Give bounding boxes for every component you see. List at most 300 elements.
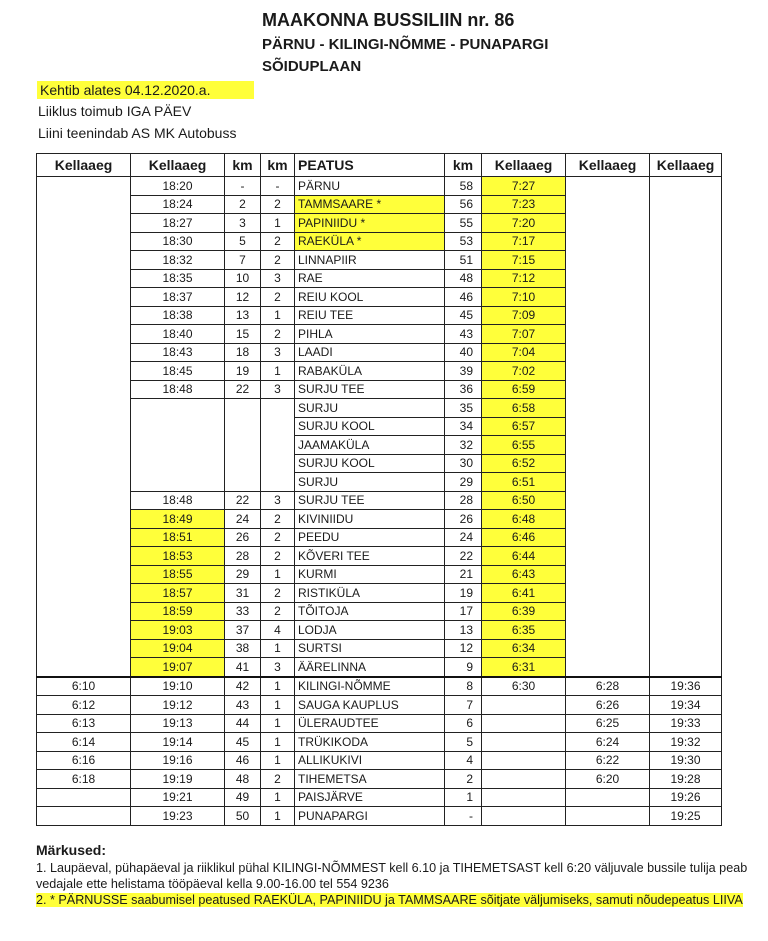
cell-km2: 3 [261,343,295,362]
cell-c7: 6:50 [482,491,566,510]
col-header: Kellaaeg [566,154,650,177]
cell-stop: SAUGA KAUPLUS [295,696,445,715]
cell-c7: 6:31 [482,658,566,677]
cell-c1 [37,195,131,214]
cell-km2 [261,417,295,436]
cell-c1 [37,399,131,418]
cell-km1 [225,417,261,436]
cell-c8 [566,788,650,807]
cell-km2: - [261,177,295,196]
cell-c2: 18:57 [131,584,225,603]
cell-km1: 22 [225,380,261,399]
cell-c1 [37,639,131,658]
cell-c1 [37,807,131,826]
cell-c7 [482,788,566,807]
cell-km3: 29 [445,473,482,492]
cell-km2: 1 [261,565,295,584]
cell-c2: 19:13 [131,714,225,733]
cell-c2: 18:55 [131,565,225,584]
valid-from: Kehtib alates 04.12.2020.a. [37,81,254,99]
cell-km1: 26 [225,528,261,547]
table-row [37,214,722,233]
cell-c9 [650,436,722,455]
cell-stop: PUNAPARGI [295,807,445,826]
cell-c2: 18:48 [131,380,225,399]
cell-c8 [566,288,650,307]
cell-km2: 1 [261,362,295,381]
cell-c1: 6:14 [37,733,131,752]
cell-km1: 7 [225,251,261,270]
cell-c7 [482,714,566,733]
cell-km3: 21 [445,565,482,584]
cell-c8 [566,658,650,677]
cell-km2: 3 [261,491,295,510]
cell-km2: 1 [261,751,295,770]
cell-c2: 18:38 [131,306,225,325]
cell-km1: 18 [225,343,261,362]
cell-km3: 32 [445,436,482,455]
cell-km2 [261,473,295,492]
cell-c7: 6:41 [482,584,566,603]
cell-km1: 24 [225,510,261,529]
table-row [37,807,722,826]
cell-c8 [566,380,650,399]
cell-c9 [650,417,722,436]
cell-km1: 31 [225,584,261,603]
cell-km3: 22 [445,547,482,566]
cell-c9 [650,288,722,307]
cell-km2: 2 [261,510,295,529]
cell-c7: 6:34 [482,639,566,658]
cell-km1: 43 [225,696,261,715]
cell-km1: 2 [225,195,261,214]
cell-c2: 18:24 [131,195,225,214]
table-row [37,714,722,733]
cell-stop: JAAMAKÜLA [295,436,445,455]
cell-c1: 6:10 [37,677,131,696]
cell-c1: 6:12 [37,696,131,715]
cell-km2: 2 [261,547,295,566]
cell-c2: 18:27 [131,214,225,233]
cell-km1: 13 [225,306,261,325]
cell-km3: 48 [445,269,482,288]
table-row [37,621,722,640]
cell-km3: 6 [445,714,482,733]
cell-c7: 7:10 [482,288,566,307]
cell-c9: 19:32 [650,733,722,752]
cell-stop: SURJU TEE [295,380,445,399]
cell-stop: ALLIKUKIVI [295,751,445,770]
cell-km1: 45 [225,733,261,752]
table-row [37,677,722,696]
cell-c8 [566,602,650,621]
cell-c9 [650,343,722,362]
cell-c8 [566,621,650,640]
cell-c8 [566,417,650,436]
cell-c8 [566,565,650,584]
cell-c8 [566,214,650,233]
cell-c1 [37,491,131,510]
cell-km3: 45 [445,306,482,325]
cell-c9 [650,639,722,658]
cell-c9 [650,251,722,270]
cell-km3: 12 [445,639,482,658]
cell-km3: 28 [445,491,482,510]
cell-c1 [37,621,131,640]
cell-km1: 28 [225,547,261,566]
cell-c1 [37,269,131,288]
cell-stop: LAADI [295,343,445,362]
cell-c9 [650,565,722,584]
table-row [37,733,722,752]
cell-c1 [37,510,131,529]
cell-c8: 6:26 [566,696,650,715]
cell-c2: 19:10 [131,677,225,696]
cell-c1 [37,602,131,621]
cell-c9 [650,473,722,492]
cell-c1 [37,362,131,381]
cell-c1 [37,288,131,307]
cell-c2: 18:48 [131,491,225,510]
cell-c2: 19:16 [131,751,225,770]
table-row [37,251,722,270]
cell-c9 [650,325,722,344]
cell-km2: 2 [261,251,295,270]
cell-c1 [37,251,131,270]
cell-c9 [650,214,722,233]
cell-c8 [566,177,650,196]
cell-km2: 1 [261,639,295,658]
cell-c1 [37,565,131,584]
cell-km3: 1 [445,788,482,807]
cell-c9: 19:30 [650,751,722,770]
cell-c7 [482,807,566,826]
cell-c1 [37,380,131,399]
table-row [37,510,722,529]
cell-c7: 6:48 [482,510,566,529]
cell-km2: 2 [261,602,295,621]
cell-c1 [37,436,131,455]
cell-c9 [650,491,722,510]
table-header-row [37,154,722,177]
cell-km3: 19 [445,584,482,603]
col-header: Kellaaeg [131,154,225,177]
cell-km2 [261,399,295,418]
cell-c8 [566,639,650,658]
table-row [37,417,722,436]
cell-c2: 18:43 [131,343,225,362]
table-row [37,658,722,677]
cell-c8: 6:25 [566,714,650,733]
cell-stop: SURJU [295,473,445,492]
timetable [36,153,722,826]
cell-stop: RAE [295,269,445,288]
cell-km3: 53 [445,232,482,251]
col-header: PEATUS [295,154,445,177]
cell-km3: 40 [445,343,482,362]
col-header: Kellaaeg [37,154,131,177]
cell-c9: 19:34 [650,696,722,715]
col-header: km [225,154,261,177]
cell-c1 [37,232,131,251]
cell-c8: 6:20 [566,770,650,789]
cell-c1 [37,788,131,807]
cell-c8 [566,251,650,270]
cell-km2: 3 [261,658,295,677]
cell-km2: 2 [261,232,295,251]
cell-km3: 39 [445,362,482,381]
cell-km1: 49 [225,788,261,807]
cell-c2: 18:35 [131,269,225,288]
cell-stop: TAMMSAARE * [295,195,445,214]
cell-c1: 6:13 [37,714,131,733]
cell-c8 [566,528,650,547]
cell-c7: 7:15 [482,251,566,270]
cell-stop: KILINGI-NÕMME [295,677,445,696]
cell-km3: 24 [445,528,482,547]
cell-c1 [37,528,131,547]
cell-stop: SURJU [295,399,445,418]
cell-km1: 5 [225,232,261,251]
cell-c2: 18:40 [131,325,225,344]
cell-km3: 51 [445,251,482,270]
cell-c2 [131,454,225,473]
cell-c2: 18:32 [131,251,225,270]
cell-km2: 2 [261,528,295,547]
table-row [37,602,722,621]
cell-stop: SURJU KOOL [295,454,445,473]
table-row [37,770,722,789]
cell-km1: 33 [225,602,261,621]
cell-km3: 26 [445,510,482,529]
cell-c8 [566,306,650,325]
cell-stop: SURJU TEE [295,491,445,510]
cell-c8 [566,473,650,492]
cell-km2: 2 [261,195,295,214]
cell-c7: 7:23 [482,195,566,214]
cell-c9 [650,528,722,547]
table-row [37,177,722,196]
cell-km1: 50 [225,807,261,826]
cell-km1: 48 [225,770,261,789]
cell-km3: 56 [445,195,482,214]
note-2: 2. * PÄRNUSSE saabumisel peatused RAEKÜLA, PAPINIIDU ja TAMMSAARE sõitjate väljumiseks, samuti nõudepeatus LIIVA [36,893,743,907]
cell-km1: 3 [225,214,261,233]
cell-c7: 6:58 [482,399,566,418]
cell-km2: 1 [261,788,295,807]
route-name: PÄRNU - KILINGI-NÕMME - PUNAPARGI [262,36,549,53]
cell-c8 [566,399,650,418]
cell-c7: 7:07 [482,325,566,344]
cell-km2: 3 [261,380,295,399]
cell-km2: 2 [261,770,295,789]
cell-c9 [650,658,722,677]
cell-km3: 55 [445,214,482,233]
cell-km3: 30 [445,454,482,473]
cell-stop: LINNAPIIR [295,251,445,270]
cell-km1: 46 [225,751,261,770]
cell-c7: 7:02 [482,362,566,381]
cell-c7: 6:30 [482,677,566,696]
cell-c8 [566,232,650,251]
cell-stop: SURJU KOOL [295,417,445,436]
cell-c9 [650,195,722,214]
cell-c8: 6:28 [566,677,650,696]
cell-c7: 7:27 [482,177,566,196]
cell-c2 [131,399,225,418]
cell-stop: RABAKÜLA [295,362,445,381]
cell-km2: 2 [261,325,295,344]
cell-km1 [225,399,261,418]
cell-km2: 1 [261,677,295,696]
cell-stop: RISTIKÜLA [295,584,445,603]
cell-c2: 19:04 [131,639,225,658]
cell-c7 [482,696,566,715]
cell-km1: 10 [225,269,261,288]
cell-km1: 22 [225,491,261,510]
cell-km2: 1 [261,214,295,233]
cell-km2: 2 [261,288,295,307]
cell-c7: 6:55 [482,436,566,455]
cell-stop: PEEDU [295,528,445,547]
cell-km1: 38 [225,639,261,658]
table-row [37,565,722,584]
table-row [37,751,722,770]
cell-km1: 41 [225,658,261,677]
cell-c2: 19:03 [131,621,225,640]
cell-c1 [37,547,131,566]
cell-c1 [37,584,131,603]
cell-km2: 4 [261,621,295,640]
table-row [37,454,722,473]
cell-c9: 19:28 [650,770,722,789]
table-row [37,195,722,214]
cell-stop: SURTSI [295,639,445,658]
cell-c1 [37,417,131,436]
page-title: MAAKONNA BUSSILIIN nr. 86 [262,10,515,30]
cell-c9 [650,380,722,399]
table-row [37,380,722,399]
cell-km2: 1 [261,696,295,715]
table-row [37,639,722,658]
cell-c2 [131,417,225,436]
cell-c9 [650,269,722,288]
cell-stop: KIVINIIDU [295,510,445,529]
cell-stop: PÄRNU [295,177,445,196]
cell-km3: 34 [445,417,482,436]
cell-c7 [482,751,566,770]
cell-c9 [650,602,722,621]
cell-c9 [650,621,722,640]
table-row [37,491,722,510]
cell-c2: 18:37 [131,288,225,307]
cell-km1 [225,473,261,492]
cell-stop: PAISJÄRVE [295,788,445,807]
cell-c2: 18:49 [131,510,225,529]
cell-km1: 44 [225,714,261,733]
cell-stop: TRÜKIKODA [295,733,445,752]
cell-c2: 18:30 [131,232,225,251]
cell-c8 [566,584,650,603]
cell-stop: ÜLERAUDTEE [295,714,445,733]
table-row [37,232,722,251]
cell-c1 [37,658,131,677]
cell-c7: 6:39 [482,602,566,621]
cell-km1: 37 [225,621,261,640]
cell-c8 [566,547,650,566]
cell-c8 [566,436,650,455]
cell-km2: 1 [261,807,295,826]
cell-stop: PIHLA [295,325,445,344]
timetable-subtitle: SÕIDUPLAAN [262,58,362,75]
cell-c8: 6:24 [566,733,650,752]
cell-km1 [225,454,261,473]
table-row [37,288,722,307]
col-header: km [445,154,482,177]
cell-c7 [482,770,566,789]
cell-km3: 8 [445,677,482,696]
cell-c8 [566,491,650,510]
cell-km1 [225,436,261,455]
cell-c1 [37,214,131,233]
cell-km1: - [225,177,261,196]
cell-km3: 43 [445,325,482,344]
cell-c2: 19:19 [131,770,225,789]
cell-c1 [37,454,131,473]
cell-c1 [37,473,131,492]
cell-c7: 7:17 [482,232,566,251]
cell-c7: 6:44 [482,547,566,566]
cell-c2 [131,473,225,492]
cell-km3: 17 [445,602,482,621]
cell-stop: REIU TEE [295,306,445,325]
cell-c1 [37,325,131,344]
cell-c2: 18:20 [131,177,225,196]
table-row [37,696,722,715]
cell-c2: 19:23 [131,807,225,826]
cell-c8 [566,454,650,473]
cell-stop: KURMI [295,565,445,584]
cell-c9 [650,454,722,473]
cell-stop: KÕVERI TEE [295,547,445,566]
cell-c1 [37,306,131,325]
table-row [37,343,722,362]
table-row [37,362,722,381]
cell-c7 [482,733,566,752]
cell-c2: 18:53 [131,547,225,566]
table-row [37,584,722,603]
cell-c2 [131,436,225,455]
table-row [37,399,722,418]
cell-c7: 7:09 [482,306,566,325]
cell-c9 [650,584,722,603]
cell-km2: 1 [261,306,295,325]
cell-c7: 7:12 [482,269,566,288]
col-header: Kellaaeg [650,154,722,177]
cell-stop: TÕITOJA [295,602,445,621]
cell-c2: 19:12 [131,696,225,715]
cell-km1: 29 [225,565,261,584]
cell-km2 [261,436,295,455]
cell-stop: LODJA [295,621,445,640]
col-header: km [261,154,295,177]
cell-km3: 13 [445,621,482,640]
cell-c2: 19:21 [131,788,225,807]
notes [36,842,756,908]
cell-c7: 7:04 [482,343,566,362]
cell-km3: 58 [445,177,482,196]
cell-c9 [650,399,722,418]
